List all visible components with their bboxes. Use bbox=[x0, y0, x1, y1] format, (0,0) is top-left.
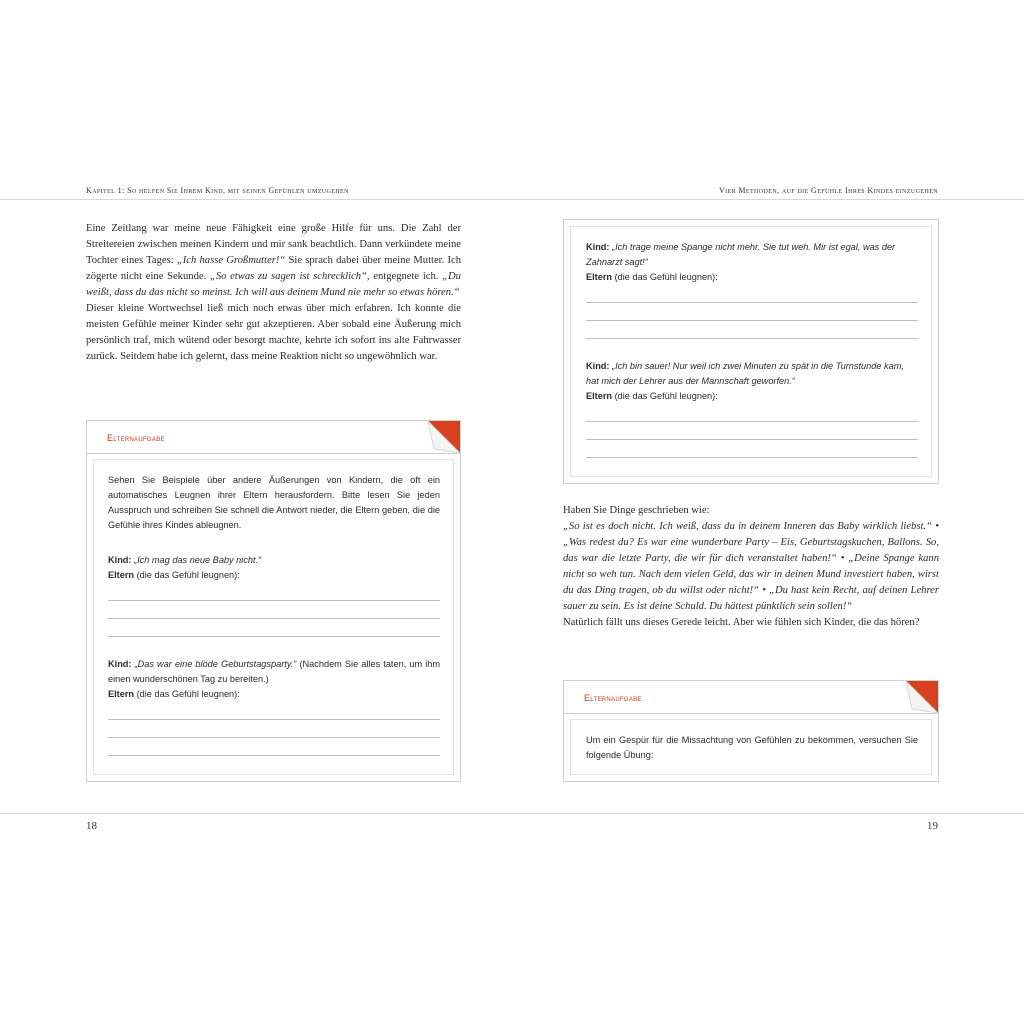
page-number-left: 18 bbox=[86, 820, 97, 832]
answer-line[interactable] bbox=[108, 755, 440, 756]
answer-line[interactable] bbox=[108, 600, 440, 601]
folded-corner-icon bbox=[428, 421, 460, 453]
exercise-content-right bbox=[586, 240, 918, 458]
kind-line-1: Kind: „Ich mag das neue Baby nicht.“ bbox=[108, 555, 262, 565]
intro-paragraph-2: Dieser kleine Wortwechsel ließ mich noch etwas über mich erfahren. Ich konnte die meisten Gefühle meiner Kinder sehr gut akzeptieren. Aber sobald eine Äußerung mich persönlich traf, mich wütend oder besorgt machte, kehrte ich sofort ins alte Fahrwasser zurück. Seitdem habe ich gelernt, dass meine Reaktion nicht so ungewöhnlich war. bbox=[86, 303, 461, 362]
running-head-right: Vier Methoden, auf die Gefühle Ihres Kindes einzugehen bbox=[718, 186, 938, 195]
left-intro-text bbox=[86, 221, 461, 365]
answer-line[interactable] bbox=[586, 302, 918, 303]
right-body-text bbox=[563, 503, 939, 631]
closing-line: Natürlich fällt uns dieses Gerede leicht. Aber wie fühlen sich Kinder, die das hören? bbox=[563, 617, 920, 628]
answer-line[interactable] bbox=[108, 737, 440, 738]
kind-line-2: Kind: „Das war eine blöde Geburtstagsparty.“ (Nachdem Sie alles taten, um ihm einen wunderschönen Tag zu bereiten.) bbox=[108, 659, 440, 684]
eltern-line-1: Eltern (die das Gefühl leugnen): bbox=[108, 570, 240, 580]
kind-line-4: Kind: „Ich bin sauer! Nur weil ich zwei Minuten zu spät in die Turnstunde kam, hat mich der Lehrer aus der Mannschaft geworfen.“ bbox=[586, 361, 904, 386]
answer-line[interactable] bbox=[586, 421, 918, 422]
running-head-left: Kapitel 1: So helfen Sie Ihrem Kind, mit seinen Gefühlen umzugehen bbox=[86, 186, 349, 195]
exercise-text-right: Um ein Gespür für die Missachtung von Gefühlen zu bekommen, versuchen Sie folgende Übung: bbox=[586, 735, 918, 760]
eltern-line-3: Eltern (die das Gefühl leugnen): bbox=[586, 272, 718, 282]
kind-line-3: Kind: „Ich trage meine Spange nicht mehr. Sie tut weh. Mir ist egal, was der Zahnarzt sagt!“ bbox=[586, 242, 896, 267]
exercise-title-divider bbox=[87, 453, 460, 454]
exercise-box-right bbox=[563, 680, 939, 782]
answer-line[interactable] bbox=[108, 618, 440, 619]
footer-rule bbox=[0, 813, 1024, 814]
answer-line[interactable] bbox=[108, 719, 440, 720]
answer-line[interactable] bbox=[586, 320, 918, 321]
eltern-line-4: Eltern (die das Gefühl leugnen): bbox=[586, 391, 718, 401]
answer-line[interactable] bbox=[586, 457, 918, 458]
answer-line[interactable] bbox=[586, 338, 918, 339]
lead-line: Haben Sie Dinge geschrieben wie: bbox=[563, 505, 710, 516]
exercise-box-left bbox=[86, 420, 461, 782]
exercise-instructions: Sehen Sie Beispiele über andere Äußerungen von Kindern, die oft ein automatisches Leugnen ihrer Eltern herausfordern. Bitte lesen Sie jeden Ausspruch und schreiben Sie schnell die Antwort nieder, die Eltern geben, die die Gefühle ihres Kindes ableugnen. bbox=[108, 475, 440, 530]
eltern-line-2: Eltern (die das Gefühl leugnen): bbox=[108, 689, 240, 699]
exercise-title-left: Elternaufgabe bbox=[107, 433, 165, 443]
answer-line[interactable] bbox=[108, 636, 440, 637]
exercise-title-divider bbox=[564, 713, 938, 714]
header-rule bbox=[0, 199, 1024, 200]
page-number-right: 19 bbox=[927, 820, 938, 832]
exercise-title-right: Elternaufgabe bbox=[584, 693, 642, 703]
exercise-box-continued bbox=[563, 219, 939, 484]
answer-line[interactable] bbox=[586, 439, 918, 440]
folded-corner-icon bbox=[906, 681, 938, 713]
exercise-content-left bbox=[108, 473, 440, 756]
intro-paragraph-1: Eine Zeitlang war meine neue Fähigkeit eine große Hilfe für uns. Die Zahl der Streitereien zwischen meinen Kindern und mir sank beachtlich. Dann verkündete meine Tochter eines Tages: „Ich hasse Großmutter!“ Sie sprach dabei über meine Mutter. Ich zögerte nicht eine Sekunde. „So etwas zu sagen ist schrecklich“, entgegnete ich. „Du weißt, dass du das nicht so meinst. Ich will aus deinem Mund nie mehr so etwas hören.“ bbox=[86, 223, 462, 298]
example-quotes: „So ist es doch nicht. Ich weiß, dass du in deinem Inneren das Baby wirklich liebst.“ • „Was redest du? Es war eine wunderbare Party – Eis, Geburtstagskuchen, Ballons. So, das war die letzte Party, die wir für dich veranstaltet haben!“ • „Deine Spange kann nicht so weh tun. Nach dem vielen Geld, das wir in deinen Mund investiert haben, wirst du das Ding tragen, ob du willst oder nicht!“ • „Du hast kein Recht, auf deinen Lehrer sauer zu sein. Es ist deine Schuld. Du hättest pünktlich sein sollen!“ bbox=[563, 521, 939, 612]
